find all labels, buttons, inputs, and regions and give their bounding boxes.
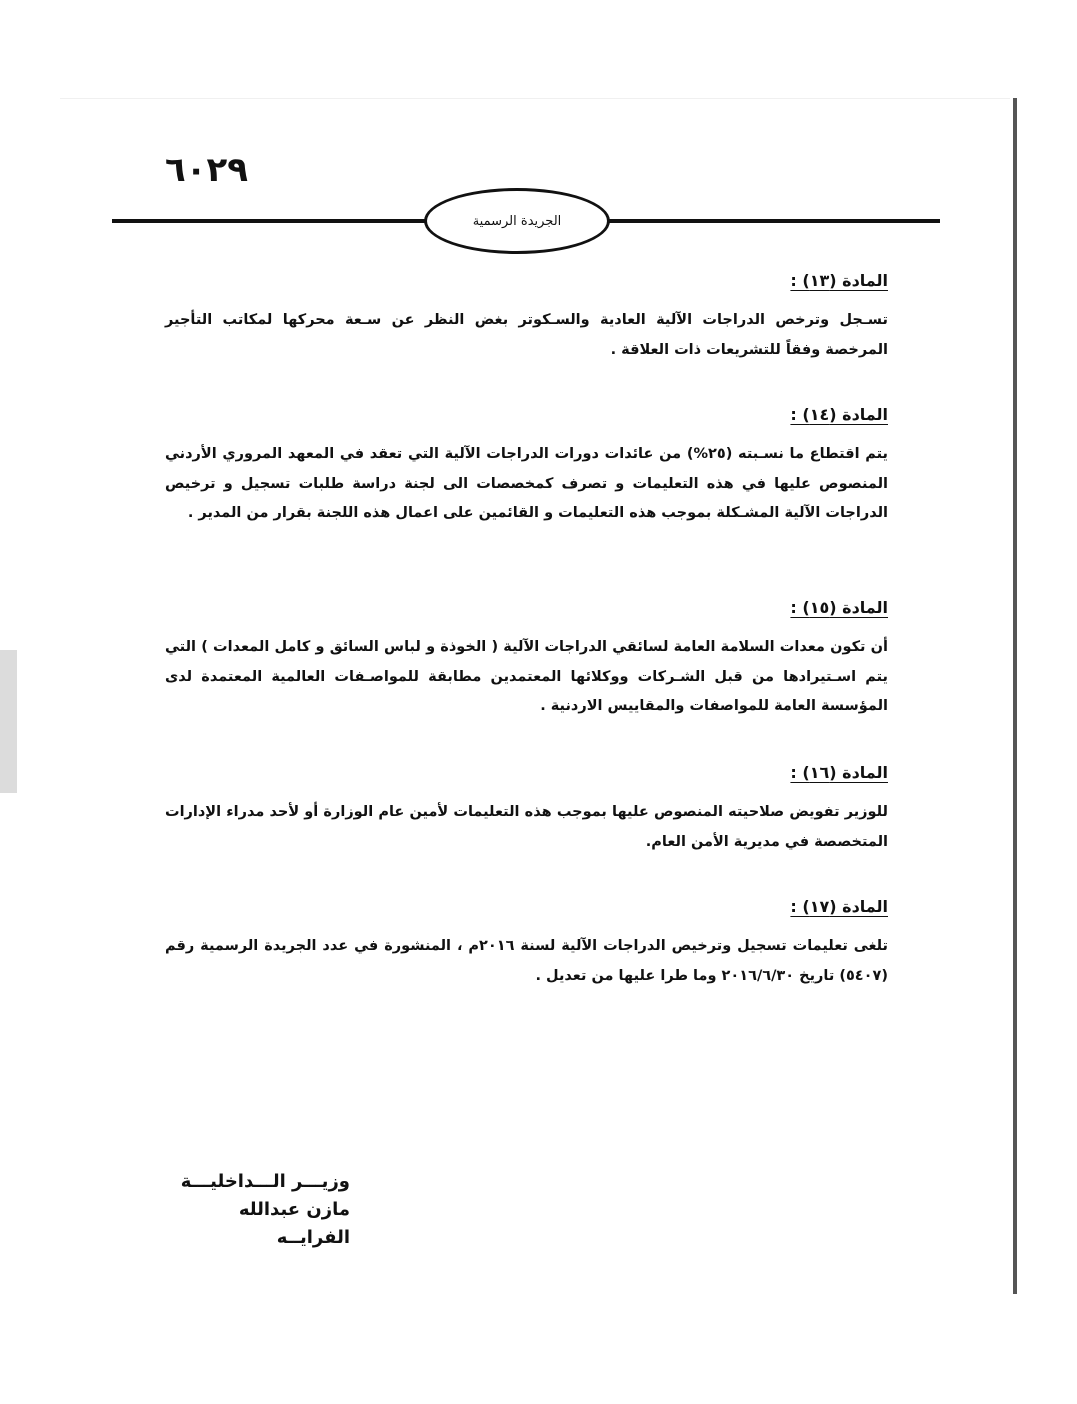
article-14: [165, 404, 888, 529]
page-number: ٦٠٢٩: [165, 150, 249, 190]
article-heading: المادة (١٤) :: [790, 405, 888, 424]
article-heading: المادة (١٦) :: [790, 763, 888, 782]
gazette-title: الجريدة الرسمية: [472, 213, 562, 229]
article-body: تلغى تعليمات تسجيل وترخيص الدراجات الآلية لسنة ٢٠١٦م ، المنشورة في عدد الجريدة الرسمية رقم (٥٤٠٧) تاريخ ٢٠١٦/٦/٣٠ وما طرا عليها من تعديل .: [165, 938, 888, 984]
gazette-title-oval: [424, 188, 610, 254]
top-faint-rule: [60, 98, 1010, 99]
article-body: للوزير تفويض صلاحيته المنصوص عليها بموجب هذه التعليمات لأمين عام الوزارة أو لأحد مدراء الإدارات المتخصصة في مديرية الأمن العام.: [165, 804, 888, 850]
left-edge-shade: [0, 650, 17, 793]
article-heading: المادة (١٥) :: [790, 598, 888, 617]
article-heading: المادة (١٣) :: [790, 271, 888, 290]
article-body: تسـجل وترخص الدراجات الآلية العادية والسـكوتر بغض النظر عن سـعة محركها لمكاتب التأجير المرخصة وفقاً للتشريعات ذات العلاقة .: [165, 312, 888, 358]
article-16: [165, 762, 888, 857]
article-heading: المادة (١٧) :: [790, 897, 888, 916]
article-13: [165, 270, 888, 365]
signature-block: [180, 1168, 350, 1252]
right-margin-bar: [1013, 98, 1017, 1294]
article-17: [165, 896, 888, 991]
article-body: يتم اقتطاع ما نسـبته (٢٥%) من عائدات دورات الدراجات الآلية التي تعقد في المعهد المروري الأردني المنصوص عليها في هذه التعليمات و تصرف كمخصصات الى لجنة دراسة طلبات تسجيل و ترخيص الدراجات الآلية المشـكلة بموجب هذه التعليمات و القائمين على اعمال هذه اللجنة بقرار من المدير .: [165, 446, 888, 521]
article-15: [165, 597, 888, 722]
article-body: أن تكون معدات السلامة العامة لسائقي الدراجات الآلية ( الخوذة و لباس السائق و كامل المعدات ) التي يتم اسـتيرادها من قبل الشـركات ووكلائها المعتمدين مطابقة للمواصـفات العالمية المعتمدة لدى المؤسسة العامة للمواصفات والمقاييس الاردنية .: [165, 639, 888, 714]
signature-name: مازن عبدالله الفرايــه: [238, 1199, 350, 1248]
signature-title: وزيـــر الـــداخليـــة: [180, 1171, 350, 1192]
